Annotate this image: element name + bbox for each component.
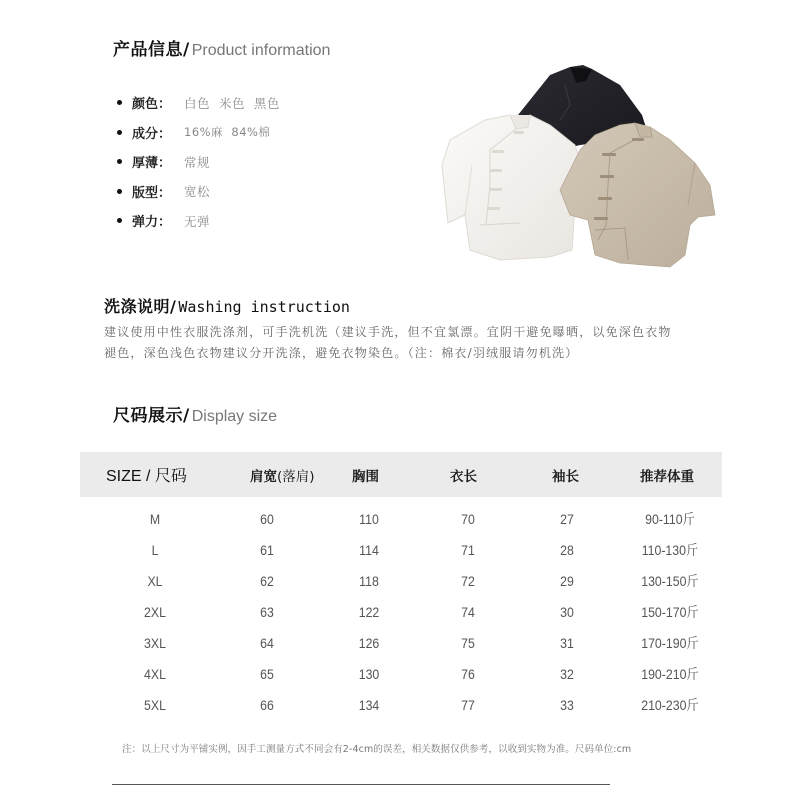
info-label: 厚薄： [132, 156, 172, 172]
washing-line: 建议使用中性衣服洗涤剂，可手洗机洗（建议手洗，但不宜氯漂。宜阴干避免曝晒，以免深色衣物 [104, 325, 672, 339]
cell-chest: 114 [359, 541, 379, 558]
cell-length: 70 [461, 510, 475, 527]
bullet-icon [117, 218, 122, 223]
cell-length: 77 [461, 696, 475, 713]
white-shirt [442, 115, 580, 260]
cell-chest: 122 [358, 603, 380, 620]
cell-length: 76 [461, 665, 475, 682]
cell-length: 71 [461, 541, 475, 558]
size-chart-title-en: Display size [191, 408, 278, 425]
size-chart-title [113, 408, 277, 425]
cell-length: 74 [461, 603, 475, 620]
cell-size: XL [147, 572, 163, 589]
cell-chest: 110 [359, 510, 379, 527]
info-item-color [117, 88, 280, 118]
beige-shirt [560, 123, 715, 267]
size-table [80, 452, 722, 720]
header-shoulder-note: (落肩) [277, 468, 315, 485]
cell-shoulder: 66 [260, 696, 274, 713]
info-label: 弹力： [132, 215, 172, 231]
cell-weight: 110-130斤 [641, 541, 699, 558]
bullet-icon [117, 100, 122, 105]
size-table-body [80, 497, 722, 720]
cell-weight: 150-170斤 [641, 603, 699, 620]
cell-length: 75 [461, 634, 475, 651]
info-value: 白色 米色 黑色 [184, 95, 280, 111]
cell-weight: 130-150斤 [641, 572, 699, 589]
header-size: SIZE / 尺码 [106, 468, 187, 485]
product-image [420, 45, 720, 275]
cell-sleeve: 32 [560, 665, 574, 682]
cell-size: 4XL [144, 665, 166, 682]
info-label: 成分： [132, 126, 172, 142]
washing-title-zh: 洗涤说明/ [104, 297, 177, 316]
cell-weight: 190-210斤 [641, 665, 699, 682]
cell-weight: 170-190斤 [641, 634, 699, 651]
cell-shoulder: 65 [260, 665, 274, 682]
divider-line [112, 784, 610, 785]
cell-sleeve: 31 [560, 634, 574, 651]
size-table-header [80, 452, 722, 497]
cell-shoulder: 62 [260, 572, 274, 589]
product-info-title-en: Product information [191, 42, 331, 59]
cell-size: L [151, 541, 159, 558]
cell-size: M [149, 510, 161, 527]
cell-shoulder: 61 [260, 541, 274, 558]
cell-size: 5XL [144, 696, 166, 713]
cell-sleeve: 28 [560, 541, 574, 558]
info-item-composition [117, 118, 280, 148]
washing-line: 褪色，深色浅色衣物建议分开洗涤，避免衣物染色。（注：棉衣/羽绒服请勿机洗） [104, 346, 579, 360]
table-row [80, 658, 722, 689]
washing-text [104, 322, 724, 364]
table-row [80, 534, 722, 565]
cell-weight: 90-110斤 [645, 510, 695, 527]
cell-chest: 130 [358, 665, 380, 682]
table-row [80, 565, 722, 596]
cell-weight: 210-230斤 [641, 696, 699, 713]
header-sleeve: 袖长 [552, 468, 579, 485]
washing-title [104, 299, 350, 315]
cell-sleeve: 30 [560, 603, 574, 620]
cell-sleeve: 33 [560, 696, 574, 713]
cell-size: 2XL [144, 603, 166, 620]
header-chest: 胸围 [352, 468, 379, 485]
info-value: 宽松 [184, 184, 211, 200]
cell-chest: 126 [358, 634, 380, 651]
info-label: 版型： [132, 185, 172, 201]
info-value: 16%麻 84%棉 [184, 125, 271, 140]
table-row [80, 689, 722, 720]
size-note: 注：以上尺寸为平铺实例，因手工测量方式不同会有2-4cm的误差，相关数据仅供参考，以收到实物为准。尺码单位:cm [122, 744, 632, 755]
bullet-icon [117, 189, 122, 194]
cell-shoulder: 63 [260, 603, 274, 620]
info-value: 常规 [184, 154, 211, 170]
product-info-title [113, 42, 330, 59]
table-row [80, 503, 722, 534]
table-row [80, 596, 722, 627]
info-label: 颜色： [132, 97, 172, 113]
cell-shoulder: 60 [260, 510, 274, 527]
bullet-icon [117, 159, 122, 164]
product-info-title-zh: 产品信息/ [113, 40, 190, 60]
cell-size: 3XL [144, 634, 166, 651]
size-chart-title-zh: 尺码展示/ [113, 406, 190, 426]
cell-chest: 134 [358, 696, 380, 713]
info-item-elasticity [117, 206, 280, 236]
info-value: 无弹 [184, 213, 211, 229]
info-item-fit [117, 177, 280, 207]
cell-sleeve: 29 [560, 572, 574, 589]
header-shoulder [250, 452, 315, 497]
washing-title-en: Washing instruction [178, 298, 350, 316]
header-shoulder-label: 肩宽 [250, 468, 277, 485]
cell-chest: 118 [359, 572, 379, 589]
product-info-list [117, 88, 280, 236]
header-length: 衣长 [450, 468, 477, 485]
cell-length: 72 [461, 572, 475, 589]
info-item-thickness [117, 147, 280, 177]
header-weight: 推荐体重 [640, 468, 694, 485]
bullet-icon [117, 130, 122, 135]
cell-shoulder: 64 [260, 634, 274, 651]
cell-sleeve: 27 [560, 510, 574, 527]
table-row [80, 627, 722, 658]
